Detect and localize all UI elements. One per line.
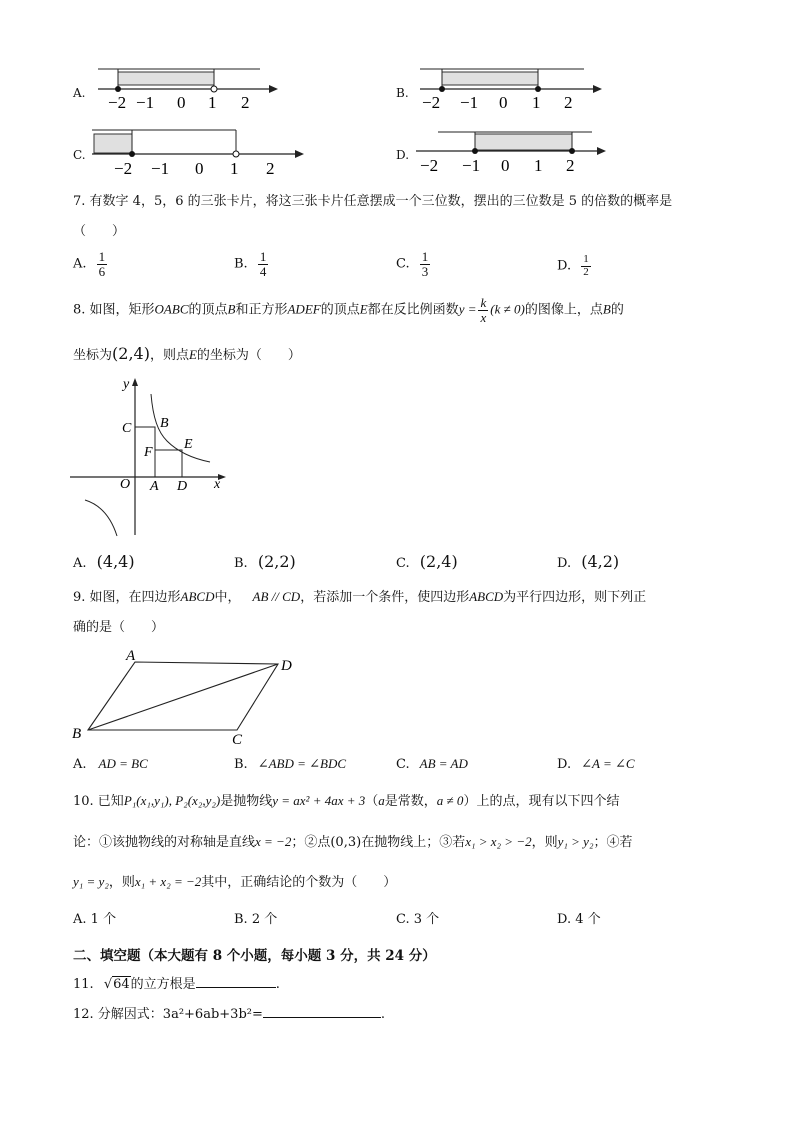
math: ABCD bbox=[469, 589, 504, 604]
text: 的顶点 bbox=[320, 302, 360, 318]
fig-label-c: C bbox=[232, 732, 243, 746]
option-label: C. bbox=[396, 912, 410, 927]
tick-label: 2 bbox=[564, 93, 573, 112]
option-text: 1 个 bbox=[90, 912, 117, 927]
tick-label: −2 bbox=[114, 159, 133, 176]
sqrt-icon: √ bbox=[103, 977, 113, 992]
text: 中， bbox=[214, 590, 241, 605]
q8-option-d bbox=[557, 552, 619, 572]
option-label: C. bbox=[396, 256, 410, 272]
q6-option-b-label: B. bbox=[396, 86, 409, 100]
radicand: 64 bbox=[113, 977, 130, 992]
option-text: AB = AD bbox=[419, 756, 468, 771]
fig-label-d: D bbox=[177, 479, 188, 494]
math: x = −2 bbox=[255, 834, 292, 849]
option-label: D. bbox=[557, 912, 572, 927]
fig-label-x: x bbox=[214, 477, 221, 492]
tick-label: 0 bbox=[501, 156, 510, 175]
q8-figure bbox=[70, 370, 230, 540]
q7-stem: 7. 有数字 4，5，6 的三张卡片，将这三张卡片任意摆成一个三位数，摆出的三位数是 5 的倍数的概率是 bbox=[73, 194, 673, 209]
fig-label-a: A bbox=[126, 648, 136, 664]
math: y₁ > y₂ bbox=[557, 834, 594, 849]
math: x₁ > x₂ > −2 bbox=[465, 834, 532, 849]
math: AB // CD bbox=[252, 589, 301, 604]
fraction-denominator: x bbox=[480, 309, 487, 325]
q10-line1 bbox=[73, 793, 619, 810]
text: 是抛物线 bbox=[220, 794, 273, 809]
section-heading: 二、填空题（本大题有 8 个小题，每小题 3 分，共 24 分） bbox=[73, 948, 436, 964]
option-text: ∠A = ∠C bbox=[581, 756, 635, 771]
q6-option-b-numberline bbox=[412, 62, 612, 112]
math: P₁(x₁,y₁), P₂(x₂,y₂) bbox=[123, 793, 221, 808]
math: B bbox=[602, 301, 611, 317]
q6-option-a-numberline bbox=[88, 62, 288, 112]
math: ADEF bbox=[287, 301, 321, 317]
q12 bbox=[73, 1005, 385, 1023]
q6-option-a-label: A. bbox=[73, 86, 86, 100]
answer-blank[interactable] bbox=[196, 975, 276, 988]
tick-label: 0 bbox=[177, 93, 186, 112]
tick-label: −2 bbox=[422, 93, 441, 112]
fraction-numerator: 1 bbox=[583, 253, 589, 265]
text: ，若添加一个条件，使四边形 bbox=[300, 590, 470, 605]
math: a bbox=[378, 793, 385, 808]
tick-label: 0 bbox=[499, 93, 508, 112]
q7-option-a bbox=[73, 250, 107, 278]
q8-option-a bbox=[73, 552, 135, 572]
text: 坐标为 bbox=[73, 348, 113, 363]
q7-option-d bbox=[557, 254, 591, 278]
fig-label-c: C bbox=[122, 421, 132, 436]
q7-option-b bbox=[234, 250, 268, 278]
q10-option-a bbox=[73, 912, 116, 928]
fig-label-e: E bbox=[184, 437, 193, 452]
option-text: (2,2) bbox=[257, 552, 296, 571]
option-label: D. bbox=[557, 556, 572, 571]
q7-paren: （ ） bbox=[73, 224, 126, 239]
tick-label: −2 bbox=[420, 156, 439, 175]
math: B bbox=[227, 301, 236, 317]
option-text: 3 个 bbox=[413, 912, 440, 927]
math: (k ≠ 0) bbox=[490, 301, 525, 317]
tick-label: 1 bbox=[230, 159, 239, 176]
tick-label: 2 bbox=[566, 156, 575, 175]
math: a ≠ 0 bbox=[436, 793, 464, 808]
fraction-denominator: 6 bbox=[98, 263, 106, 279]
q11 bbox=[73, 975, 280, 993]
q9-stem-line1 bbox=[73, 589, 646, 606]
option-text: (4,2) bbox=[581, 552, 620, 571]
text: ；②点 bbox=[291, 835, 331, 850]
option-text: 2 个 bbox=[251, 912, 278, 927]
text: 10. 已知 bbox=[73, 794, 124, 809]
tick-label: 1 bbox=[532, 93, 541, 112]
fraction-numerator: 1 bbox=[259, 249, 267, 264]
option-label: B. bbox=[234, 912, 248, 927]
q6-option-d-label: D. bbox=[396, 148, 410, 162]
fraction-denominator: 4 bbox=[259, 263, 267, 279]
option-text: (4,4) bbox=[96, 552, 135, 571]
fraction-numerator: 1 bbox=[98, 249, 106, 264]
text: 的立方根是 bbox=[130, 977, 196, 992]
q6-option-c-label: C. bbox=[73, 148, 86, 162]
text: . bbox=[380, 1007, 386, 1022]
option-label: A. bbox=[73, 556, 87, 571]
tick-label: −1 bbox=[136, 93, 155, 112]
text: 其中，正确结论的个数为（ ） bbox=[201, 875, 397, 890]
math: y = ax² + 4ax + 3 bbox=[272, 793, 366, 808]
tick-label: 1 bbox=[208, 93, 217, 112]
q6-option-c-numberline bbox=[88, 124, 308, 176]
q8-stem-line1 bbox=[73, 296, 624, 324]
text: 在抛物线上；③若 bbox=[361, 835, 466, 850]
math: (2,4) bbox=[112, 344, 150, 363]
question-number: 11. bbox=[73, 977, 94, 992]
q9-option-c bbox=[396, 756, 468, 773]
fig-label-o: O bbox=[120, 477, 131, 492]
text: . bbox=[275, 977, 280, 992]
text: 都在反比例函数 bbox=[367, 302, 459, 318]
option-label: C. bbox=[396, 757, 410, 772]
tick-label: 2 bbox=[241, 93, 250, 112]
q10-option-b bbox=[234, 912, 277, 928]
text: 是常数， bbox=[384, 794, 437, 809]
math: E bbox=[359, 301, 368, 317]
q10-option-c bbox=[396, 912, 439, 928]
option-text: (2,4) bbox=[419, 552, 458, 571]
option-label: D. bbox=[557, 757, 572, 772]
math: (0,3) bbox=[330, 835, 362, 850]
tick-label: 2 bbox=[266, 159, 275, 176]
q10-line2 bbox=[73, 834, 633, 851]
text: 的坐标为（ ） bbox=[196, 348, 301, 363]
text: 8. 如图，矩形 bbox=[73, 302, 155, 318]
fraction-numerator: 1 bbox=[421, 249, 429, 264]
q9-option-b bbox=[234, 756, 346, 773]
fraction-denominator: 3 bbox=[421, 263, 429, 279]
math: OABC bbox=[154, 301, 189, 317]
tick-label: −1 bbox=[462, 156, 481, 175]
fig-label-f: F bbox=[144, 445, 153, 460]
math: y = bbox=[458, 301, 477, 317]
q8-stem-line2 bbox=[73, 344, 301, 364]
text: 的顶点 bbox=[188, 302, 228, 318]
text: 和正方形 bbox=[235, 302, 288, 318]
text: 9. 如图，在四边形 bbox=[73, 590, 181, 605]
text: 为平行四边形，则下列正 bbox=[503, 590, 647, 605]
text: ）上的点，现有以下四个结 bbox=[463, 794, 620, 809]
q8-option-b bbox=[234, 552, 296, 572]
option-text: AD = BC bbox=[98, 756, 148, 771]
fig-label-a: A bbox=[150, 479, 159, 494]
text: （ bbox=[365, 794, 379, 809]
q6-option-d-numberline bbox=[412, 124, 612, 176]
q10-option-d bbox=[557, 912, 601, 928]
option-text: ∠ABD = ∠BDC bbox=[257, 756, 347, 771]
text: ，则点 bbox=[149, 348, 189, 363]
tick-label: 1 bbox=[534, 156, 543, 175]
q8-option-c bbox=[396, 552, 458, 572]
text: 的图像上，点 bbox=[524, 302, 603, 318]
tick-label: −1 bbox=[460, 93, 479, 112]
math: E bbox=[188, 347, 197, 362]
text: 12. 分解因式：3a²+6ab+3b²= bbox=[73, 1007, 263, 1022]
tick-label: 0 bbox=[195, 159, 204, 176]
tick-label: −1 bbox=[151, 159, 170, 176]
answer-blank[interactable] bbox=[263, 1005, 381, 1018]
option-label: A. bbox=[73, 757, 87, 772]
option-label: B. bbox=[234, 256, 248, 272]
math: x₁ + x₂ = −2 bbox=[134, 874, 202, 889]
text: ，则 bbox=[108, 875, 135, 890]
text: 论：①该抛物线的对称轴是直线 bbox=[73, 835, 256, 850]
option-label: C. bbox=[396, 556, 410, 571]
q7-option-c bbox=[396, 250, 430, 278]
math: y₁ = y₂ bbox=[73, 874, 109, 889]
option-label: B. bbox=[234, 757, 248, 772]
fig-label-b: B bbox=[160, 416, 169, 431]
fig-label-d: D bbox=[281, 658, 292, 674]
tick-label: −2 bbox=[108, 93, 127, 112]
fraction-denominator: 2 bbox=[583, 265, 589, 278]
text: ，则 bbox=[531, 835, 558, 850]
fig-label-b: B bbox=[72, 726, 82, 742]
q9-figure bbox=[70, 644, 310, 746]
option-label: B. bbox=[234, 556, 248, 571]
math: ABCD bbox=[180, 589, 215, 604]
q9-stem-line2: 确的是（ ） bbox=[73, 620, 165, 635]
q10-line3 bbox=[73, 874, 396, 891]
text: ；④若 bbox=[593, 835, 633, 850]
option-label: A. bbox=[73, 912, 87, 927]
text: 的 bbox=[610, 302, 624, 318]
q9-option-a bbox=[73, 756, 148, 773]
fig-label-y: y bbox=[123, 377, 130, 392]
q9-option-d bbox=[557, 756, 635, 773]
option-label: A. bbox=[73, 256, 87, 272]
option-label: D. bbox=[557, 258, 572, 274]
fraction-numerator: k bbox=[480, 295, 487, 310]
option-text: 4 个 bbox=[575, 912, 601, 927]
